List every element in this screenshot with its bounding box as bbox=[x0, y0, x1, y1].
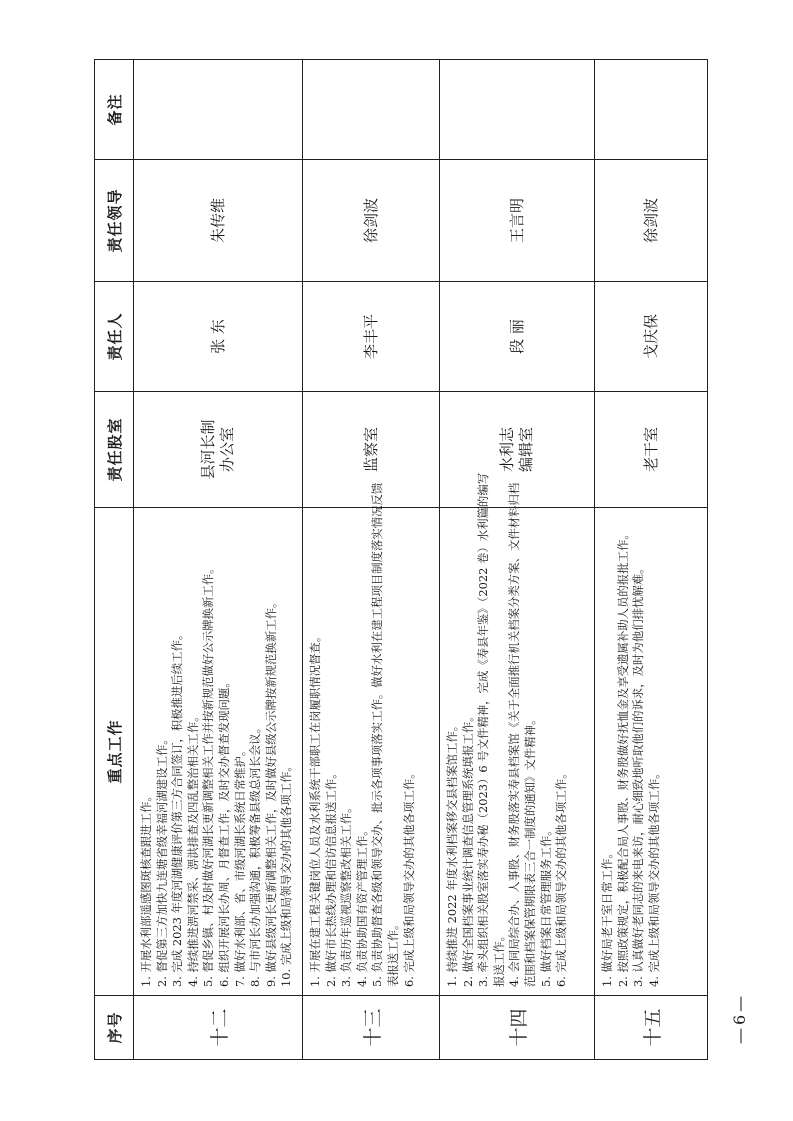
work-item: 范围和档案保管期限表三合一制度的通知》文件精神。 bbox=[522, 713, 537, 987]
header-leader: 责任领导 bbox=[95, 160, 134, 282]
table-row bbox=[440, 60, 595, 1060]
row-note bbox=[303, 60, 440, 160]
header-row bbox=[95, 60, 134, 1060]
work-item: 3. 完成 2023 年度河湖健康评价第三方合同签订，积极推进后续工作。 bbox=[170, 628, 185, 987]
work-item: 4. 负责协助国有资产管理工作。 bbox=[354, 824, 369, 987]
row-leader: 徐剑波 bbox=[303, 160, 440, 282]
work-item: 9. 做好县级河长更新调整相关工作，及时做好县级公示牌按新规范换新工作。 bbox=[263, 596, 278, 987]
work-item: 4. 会同局综合办、人事股、财务股落实寿县档案馆《关于全面推行机关档案分类方案、文件材料归档 bbox=[507, 482, 522, 987]
work-item: 6. 组织开展河长办周、月督查工作，及时交办督查发现问题。 bbox=[216, 676, 231, 987]
work-item: 10. 完成上级和局领导交办的其他各项工作。 bbox=[279, 760, 294, 987]
row-leader: 朱传维 bbox=[134, 160, 303, 282]
dept-line: 办公室 bbox=[218, 427, 236, 473]
work-item: 1. 做好局老干室日常工作。 bbox=[600, 847, 614, 987]
table-row bbox=[134, 60, 303, 1060]
work-item: 1. 持续推进 2022 年度水利档案移交县档案馆工作。 bbox=[445, 719, 459, 987]
header-person: 责任人 bbox=[95, 282, 134, 392]
work-item: 8. 与市河长办加强沟通，积极筹备县级总河长会议。 bbox=[248, 721, 263, 987]
row-work bbox=[440, 472, 595, 996]
work-item: 3. 认真做好老同志的来电来访，耐心细致地听取他们的诉求，及时为他们排忧解难。 bbox=[631, 562, 646, 987]
row-person: 李丰平 bbox=[303, 282, 440, 392]
row-work bbox=[134, 508, 303, 996]
table-row bbox=[303, 60, 440, 1060]
work-item: 5. 督促乡镇、村及时做好河湖长更新调整相关工作并按新规范做好公示牌换新工作。 bbox=[201, 562, 216, 987]
work-item: 5. 负责协助督查各级和领导交办、批示各项事项落实工作。做好水利在建工程项目制度落实情况反馈 bbox=[370, 482, 385, 987]
row-dept bbox=[134, 392, 303, 508]
work-item: 1. 开展水利部遥感图斑核查跟进工作。 bbox=[139, 790, 153, 987]
work-item: 4. 持续推进淠河禁采、淠洪排查及四乱整治相关工作。 bbox=[185, 710, 200, 987]
row-person: 张 东 bbox=[134, 282, 303, 392]
table-row bbox=[595, 60, 708, 1060]
work-plan-table bbox=[94, 59, 708, 1060]
row-work bbox=[595, 508, 708, 996]
row-index: 十四 bbox=[440, 996, 595, 1060]
row-index: 十五 bbox=[595, 996, 708, 1060]
work-item: 2. 督促第三方加快九连塘省级幸福河湖建设工作。 bbox=[154, 733, 169, 987]
work-item: 4. 完成上级和局领导交办的其他各项工作。 bbox=[646, 767, 661, 987]
header-dept: 责任股室 bbox=[95, 392, 134, 508]
dept-line: 老干室 bbox=[641, 427, 660, 473]
work-item: 6. 完成上级和局领导交办的其他各项工作。 bbox=[401, 767, 416, 987]
work-item: 7. 做好水利部、省、市级河湖长系统日常维护。 bbox=[232, 744, 247, 987]
dept-line: 县河长制 bbox=[199, 419, 218, 480]
dept-line: 监察室 bbox=[361, 427, 380, 473]
header-note: 备注 bbox=[95, 60, 134, 160]
row-person: 段 丽 bbox=[440, 282, 595, 392]
work-item: 报送工作。 bbox=[491, 930, 506, 987]
row-note bbox=[134, 60, 303, 160]
work-item: 5. 做好档案日常管理服务工作。 bbox=[538, 824, 553, 987]
row-note bbox=[440, 60, 595, 160]
work-item: 2. 按照政策规定，积极配合局人事股、财务股做好抚恤金及享受遗属补助人员的报批工作。 bbox=[615, 528, 630, 987]
work-item: 2. 做好全国档案事业统计调查信息管理系统填报工作。 bbox=[460, 710, 475, 987]
dept-line: 水利志 bbox=[498, 427, 517, 473]
row-index: 十三 bbox=[303, 996, 440, 1060]
work-item: 6. 完成上级和局领导交办的其他各项工作。 bbox=[554, 767, 569, 987]
row-dept bbox=[595, 392, 708, 508]
work-item: 2. 做好市长热线办理和信访信息报送工作。 bbox=[323, 767, 338, 987]
work-item: 3. 负责历年巡视巡察整改相关工作。 bbox=[339, 801, 354, 987]
row-leader: 王言明 bbox=[440, 160, 595, 282]
header-index: 序号 bbox=[95, 996, 134, 1060]
row-leader: 徐剑波 bbox=[595, 160, 708, 282]
row-work bbox=[303, 482, 440, 996]
work-item: 1. 开展在建工程关键岗位人员及水利系统干部职工在岗履职情况督查。 bbox=[308, 630, 322, 987]
row-note bbox=[595, 60, 708, 160]
dept-line: 编辑室 bbox=[517, 427, 535, 473]
rotated-table-page bbox=[94, 60, 707, 1060]
row-index: 十二 bbox=[134, 996, 303, 1060]
work-item: 3. 牵头组织相关股室落实寿办秘（2023）6 号文件精神，完成《寿县年鉴》（2022 卷）水利篇的编写 bbox=[476, 472, 491, 987]
page-number: —6— bbox=[730, 992, 749, 1044]
work-item: 表报送工作。 bbox=[385, 918, 400, 987]
header-work: 重点工作 bbox=[95, 508, 134, 996]
row-person: 戈庆保 bbox=[595, 282, 708, 392]
